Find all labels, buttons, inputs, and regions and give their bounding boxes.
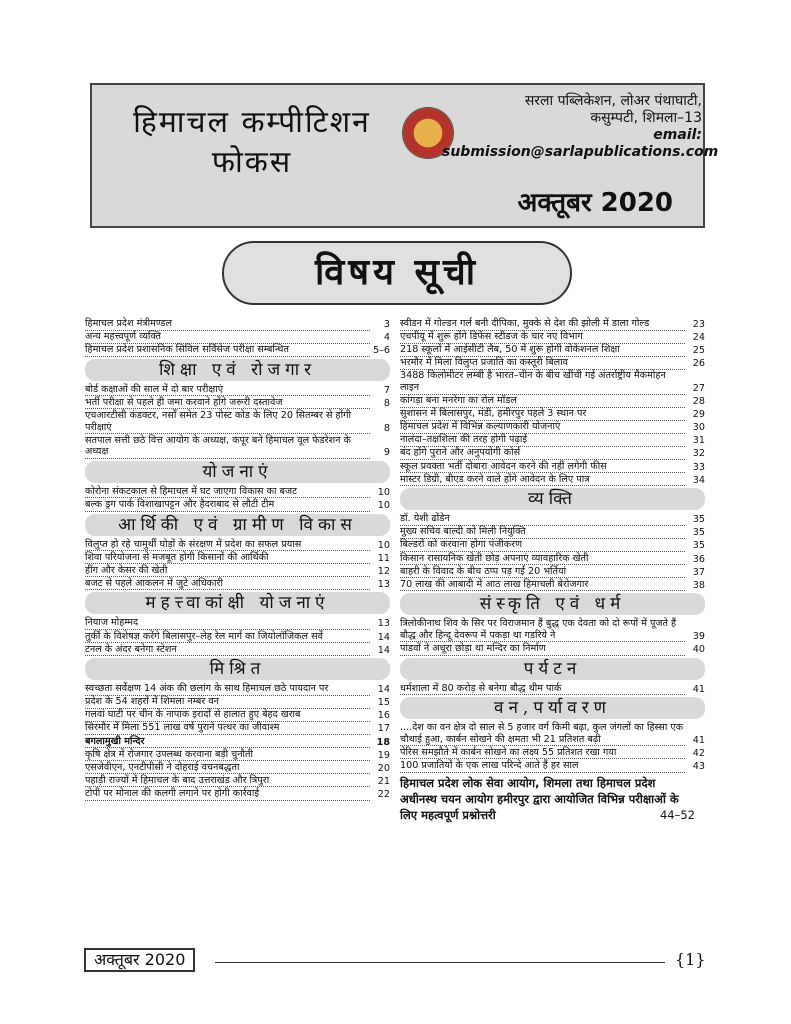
publisher-info (442, 93, 719, 161)
toc-entry[interactable] (400, 421, 705, 434)
toc-entry-title: डॉ. येशी ढोंडेन (400, 513, 685, 526)
toc-entry-title: 100 प्रजातियों के एक लाख परिन्दे आते हैं हर साल (400, 760, 685, 773)
toc-entry[interactable] (400, 760, 705, 773)
toc-entry-page: 15 (377, 697, 390, 709)
toc-entry-title: अन्य महत्त्वपूर्ण व्यक्ति (85, 331, 370, 344)
toc-entry-page: 29 (692, 409, 705, 421)
toc-entry-title: पेरिस समझौते में कार्बन सोखने का लक्ष्य 55 प्रतिशत रखा गया (400, 747, 685, 760)
toc-entry-exam-quiz[interactable] (400, 775, 705, 823)
toc-entry-page: 10 (377, 499, 390, 511)
toc-entry-title: हिमाचल प्रदेश प्रशासनिक सिविल सर्विसेज परीक्षा सम्बन्धित (85, 344, 370, 357)
toc-entry[interactable] (400, 408, 705, 421)
toc-entry[interactable] (85, 775, 390, 788)
section-heading: योजनाएं (85, 461, 390, 483)
toc-entry-title: त्रिलोकीनाथ शिव के सिर पर विराजमान हैं बुद्ध एक देवता को दो रूपों में पूजते हैं बौद्ध और हिन्दू देवरूप में पकड़ा था गडरिये ने (400, 618, 685, 642)
toc-entry[interactable] (85, 344, 390, 357)
toc-entry-title: बजट से पहले आकलन में जुटे अधिकारी (85, 578, 370, 591)
toc-entry[interactable] (85, 749, 390, 762)
toc-entry[interactable] (400, 395, 705, 408)
toc-right-column (400, 318, 705, 823)
toc-entry-page: 9 (383, 447, 390, 459)
toc-entry-page: 37 (692, 566, 705, 578)
toc-entry-page: 10 (377, 539, 390, 551)
toc-entry[interactable] (85, 722, 390, 735)
toc-entry-title: एचआरटीसी कंडक्टर, नर्सों समेत 23 पोस्ट कोड के लिए 20 सितम्बर से होंगी परीक्षाएं (85, 410, 370, 434)
toc-entry[interactable] (400, 357, 705, 370)
toc-entry[interactable] (400, 513, 705, 526)
toc-entry-page: 35 (692, 540, 705, 552)
toc-entry[interactable] (85, 331, 390, 344)
toc-entry-page: 39 (692, 630, 705, 642)
toc-entry[interactable] (400, 331, 705, 344)
toc-entry[interactable] (400, 643, 705, 656)
toc-entry-page: 12 (377, 565, 390, 577)
publisher-address: कसुम्पटी, शिमला–13 (590, 110, 702, 126)
section-heading: महत्त्वाकांक्षी योजनाएं (85, 592, 390, 614)
toc-entry-page: 14 (377, 684, 390, 696)
toc-entry[interactable] (400, 683, 705, 696)
toc-entry-title: कृषि क्षेत्र में रोजगार उपलब्ध करवाना बड़ी चुनौती (85, 749, 370, 762)
toc-entry-title: नालंदा–तक्षशिला की तरह होगी पढ़ाई (400, 434, 685, 447)
section-heading: मिश्रित (85, 658, 390, 680)
toc-entry-title: प्रदेश के 54 शहरों में शिमला नम्बर वन (85, 696, 370, 709)
magazine-title (102, 103, 402, 183)
toc-entry-title: स्कूल प्रवक्ता भर्ती दोबारा आवेदन करने की नहीं लगेगी फीस (400, 461, 685, 474)
page-number: {1} (675, 950, 706, 969)
toc-entry-page: 43 (692, 760, 705, 772)
toc-entry-page: 30 (692, 422, 705, 434)
toc-entry[interactable] (85, 644, 390, 657)
toc-entry[interactable] (85, 696, 390, 709)
toc-entry-title: 3488 किलोमीटर लम्बी है भारत–चीन के बीच खींची गई अंतर्राष्ट्रीय मैकमोहन लाइन (400, 370, 685, 394)
toc-entry-title: भर्ती परीक्षा से पहले ही जमा करवाने होंगे जरूरी दस्तावेज (85, 397, 370, 410)
toc-entry-title: धर्मशाला में 80 करोड़ से बनेगा बौद्ध थीम पार्क (400, 683, 685, 696)
toc-entry-title: एचपीयू में शुरू होंगे डिफेंस स्टीडज के चार नए विभाग (400, 331, 685, 344)
toc-entry[interactable] (85, 410, 390, 434)
toc-entry-title: बिल्डरों को करवाना होगा पंजीकरण (400, 539, 685, 552)
toc-entry-title: मास्टर डिग्री, बीएड करने वाले होंगे आवेदन के लिए पात्र (400, 474, 685, 487)
toc-entry[interactable] (400, 553, 705, 566)
toc-entry-page: 8 (383, 422, 390, 434)
toc-entry-page: 32 (692, 448, 705, 460)
toc-entry-title: हिमाचल प्रदेश लोक सेवा आयोग, शिमला तथा हिमाचल प्रदेश अधीनस्थ चयन आयोग हमीरपुर द्वारा आयोजित विभिन्न परीक्षाओं के लिए महत्वपूर्ण प्रश्नोत्तरी (400, 775, 679, 822)
toc-entry-page: 28 (692, 396, 705, 408)
section-heading: व्यक्ति (400, 488, 705, 510)
toc-entry-title: विलुप्त हो रहे चामुर्थी घोड़ों के संरक्षण में प्रदेश का सफल प्रयास (85, 539, 370, 552)
toc-entry[interactable] (85, 578, 390, 591)
toc-entry[interactable] (85, 435, 390, 459)
section-heading: पर्यटन (400, 658, 705, 680)
toc-entry-page: 19 (377, 749, 390, 761)
toc-entry-page: 42 (692, 747, 705, 759)
toc-entry-page: 21 (377, 775, 390, 787)
toc-entry-title: किसान रासायनिक खेती छोड़ अपनाएं व्यावहारिक खेती (400, 553, 685, 566)
toc-entry-title: टनल के अंदर बनेगा स्टेशन (85, 644, 370, 657)
toc-entry[interactable] (85, 552, 390, 565)
email-link[interactable]: submission@sarlapublications.com (442, 144, 719, 160)
toc-entry[interactable] (85, 683, 390, 696)
toc-entry-page: 41 (692, 734, 705, 746)
toc-entry-page: 7 (383, 384, 390, 396)
toc-entry-title: बोर्ड कक्षाओं की साल में दो बार परीक्षाएं (85, 384, 370, 397)
toc-entry[interactable] (85, 318, 390, 331)
toc-entry-title: बगलामुखी मन्दिर (85, 736, 370, 749)
toc-entry-title: नियाज मोहम्मद (85, 617, 370, 630)
toc-entry-title: एसजेवीएन, एनटीपीसी ने दोहराई वचनबद्धता (85, 762, 370, 775)
toc-entry-page: 44–52 (659, 807, 695, 822)
toc-entry-title: बंद होंगे पुराने और अनुपयोगी कोर्स (400, 447, 685, 460)
publisher-name: सरला पब्लिकेशन, लोअर पंथाघाटी, (524, 93, 702, 109)
toc-entry[interactable] (85, 397, 390, 410)
toc-entry[interactable] (85, 762, 390, 775)
toc-entry-title: हिमाचल प्रदेश में विभिन्न कल्याणकारी योजनाएं (400, 421, 685, 434)
toc-entry[interactable] (400, 434, 705, 447)
toc-entry[interactable] (85, 384, 390, 397)
toc-entry[interactable] (400, 474, 705, 487)
toc-entry-page: 34 (692, 474, 705, 486)
toc-entry[interactable] (85, 631, 390, 644)
toc-entry-page: 41 (692, 683, 705, 695)
toc-entry-title: तुर्की के विशेषज्ञ करेंगे बिलासपुर–लेह रेल मार्ग का जियोलॉजिकल सर्वे (85, 631, 370, 644)
toc-entry-title: कांगड़ा बना मनरेगा का रोल मॉडल (400, 395, 685, 408)
toc-entry-title: हिमाचल प्रदेश मंत्रीमण्डल (85, 318, 370, 331)
magazine-header (90, 83, 719, 228)
section-heading: शिक्षा एवं रोजगार (85, 359, 390, 381)
toc-entry-title: ....देश का वन क्षेत्र दो साल से 5 हजार वर्ग किमी बढ़ा, कुल जंगलों का हिस्सा एक चौथाई हुआ, कार्बन सोखने की क्षमता भी 21 प्रतिशत बढ़ी (400, 722, 684, 745)
toc-entry[interactable] (85, 709, 390, 722)
toc-entry-page: 38 (692, 579, 705, 591)
toc-entry[interactable] (400, 318, 705, 331)
toc-entry-page: 13 (377, 618, 390, 630)
toc-entry-page: 8 (383, 397, 390, 409)
toc-entry-title: सिरमौर में मिला 551 लाख वर्ष पुराने पत्थर का जीवाश्म (85, 722, 370, 735)
toc-entry[interactable] (400, 579, 705, 592)
toc-entry-page: 27 (692, 382, 705, 394)
toc-entry-page: 11 (377, 552, 390, 564)
toc-entry-page: 13 (377, 578, 390, 590)
toc-entry-page: 5–6 (372, 345, 390, 357)
toc-entry[interactable] (85, 788, 390, 801)
email-label: email: (653, 127, 702, 143)
toc-entry-title: पहाड़ी राज्यों में हिमाचल के बाद उत्तराखंड और त्रिपुरा (85, 775, 370, 788)
toc-entry[interactable] (400, 344, 705, 357)
toc-entry-title: शिवा परियोजना से मजबूत होगी किसानों की आर्थिकी (85, 552, 370, 565)
toc-entry-page: 10 (377, 486, 390, 498)
toc-entry-title: 70 लाख की आबादी में आठ लाख हिमाचली बेरोजगार (400, 579, 685, 592)
toc-entry-title: स्वीडन में गोल्डन गर्ल बनी दीपिका, मुक्के से देश की झोली में डाला गोल्ड (400, 318, 685, 331)
toc-entry-title: टोपी पर मोनाल की कलगी लगाने पर होगी कार्रवाई (85, 788, 370, 801)
toc-entry-page: 31 (692, 435, 705, 447)
toc-entry-page: 14 (377, 631, 390, 643)
toc-entry-title: बाहरी के विवाद के बीच ठप्प पड़ गईं 20 भर्तियां (400, 566, 685, 579)
toc-entry-page: 35 (692, 527, 705, 539)
toc-left-column (85, 318, 390, 801)
toc-entry-title: सुशासन में बिलासपुर, मंडी, हमीरपुर पहले 3 स्थान पर (400, 408, 685, 421)
toc-entry-page: 25 (692, 345, 705, 357)
toc-entry[interactable] (400, 539, 705, 552)
toc-entry-page: 35 (692, 514, 705, 526)
section-heading: वन,पर्यावरण (400, 697, 705, 719)
toc-entry[interactable] (85, 486, 390, 499)
toc-entry[interactable] (85, 617, 390, 630)
footer-divider (215, 962, 665, 963)
toc-entry-page: 14 (377, 644, 390, 656)
toc-entry[interactable] (85, 539, 390, 552)
toc-entry[interactable] (400, 747, 705, 760)
footer-issue: अक्तूबर 2020 (84, 948, 195, 972)
toc-entry-page: 4 (383, 332, 390, 344)
toc-entry-title: हींग और केसर की खेती (85, 565, 370, 578)
issue-date: अक्तूबर 2020 (517, 188, 673, 218)
toc-entry-title: गलवां घाटी पर चीन के नापाक इरादों से हालात हुए बेहद खराब (85, 709, 370, 722)
toc-entry-title: स्वच्छता सर्वेक्षण 14 अंक की छलांग के साथ हिमाचल छठे पायदान पर (85, 683, 370, 696)
toc-entry[interactable] (85, 736, 390, 749)
toc-entry[interactable] (400, 618, 705, 642)
section-heading: संस्कृति एवं धर्म (400, 593, 705, 615)
toc-entry-page: 17 (377, 723, 390, 735)
toc-entry-page: 40 (692, 643, 705, 655)
title-line-2: फोकस (211, 145, 293, 180)
toc-entry[interactable] (400, 526, 705, 539)
toc-entry[interactable] (400, 722, 705, 746)
toc-entry-title: पांडवों ने अधूरा छोड़ा था मन्दिर का निर्माण (400, 643, 685, 656)
toc-entry-page: 20 (377, 762, 390, 774)
toc-entry[interactable] (400, 461, 705, 474)
toc-entry-title: भरमौर में मिला विलुप्त प्रजाति का कस्तूरी बिलाव (400, 357, 685, 370)
toc-entry[interactable] (85, 565, 390, 578)
toc-entry-title: बल्क ड्रग पार्क विशाखापट्टन और हैदराबाद से लौटी टीम (85, 499, 370, 512)
toc-entry-page: 23 (692, 319, 705, 330)
toc-entry-page: 33 (692, 461, 705, 473)
toc-entry-title: कोरोना संकटकाल से हिमाचल में घट जाएगा विकास का बजट (85, 486, 370, 499)
toc-entry-page: 18 (376, 736, 390, 748)
toc-entry-title: 218 स्कूलों में आईसीटी लैब, 50 में शुरू होगी वोकेशनल शिक्षा (400, 344, 685, 357)
toc-entry-page: 24 (692, 332, 705, 344)
section-heading: आर्थिकी एवं ग्रामीण विकास (85, 514, 390, 536)
title-line-1: हिमाचल कम्पीटिशन (133, 105, 371, 140)
toc-entry-page: 22 (377, 788, 390, 800)
toc-entry[interactable] (400, 370, 705, 394)
toc-entry-page: 36 (692, 553, 705, 565)
toc-title: विषय सूची (222, 241, 572, 305)
toc-entry[interactable] (400, 566, 705, 579)
toc-entry-title: सतपाल सत्ती छठे वित्त आयोग के अध्यक्ष, कपूर बने हिमाचल वूल फेडरेशन के अध्यक्ष (85, 435, 370, 459)
toc-entry-title: मुख्य सचिव बाल्दी को मिली नियुक्ति (400, 526, 685, 539)
toc-entry[interactable] (400, 447, 705, 460)
toc-entry-page: 26 (692, 358, 705, 370)
toc-entry-page: 16 (377, 710, 390, 722)
toc-entry[interactable] (85, 499, 390, 512)
toc-entry-page: 3 (383, 319, 390, 330)
